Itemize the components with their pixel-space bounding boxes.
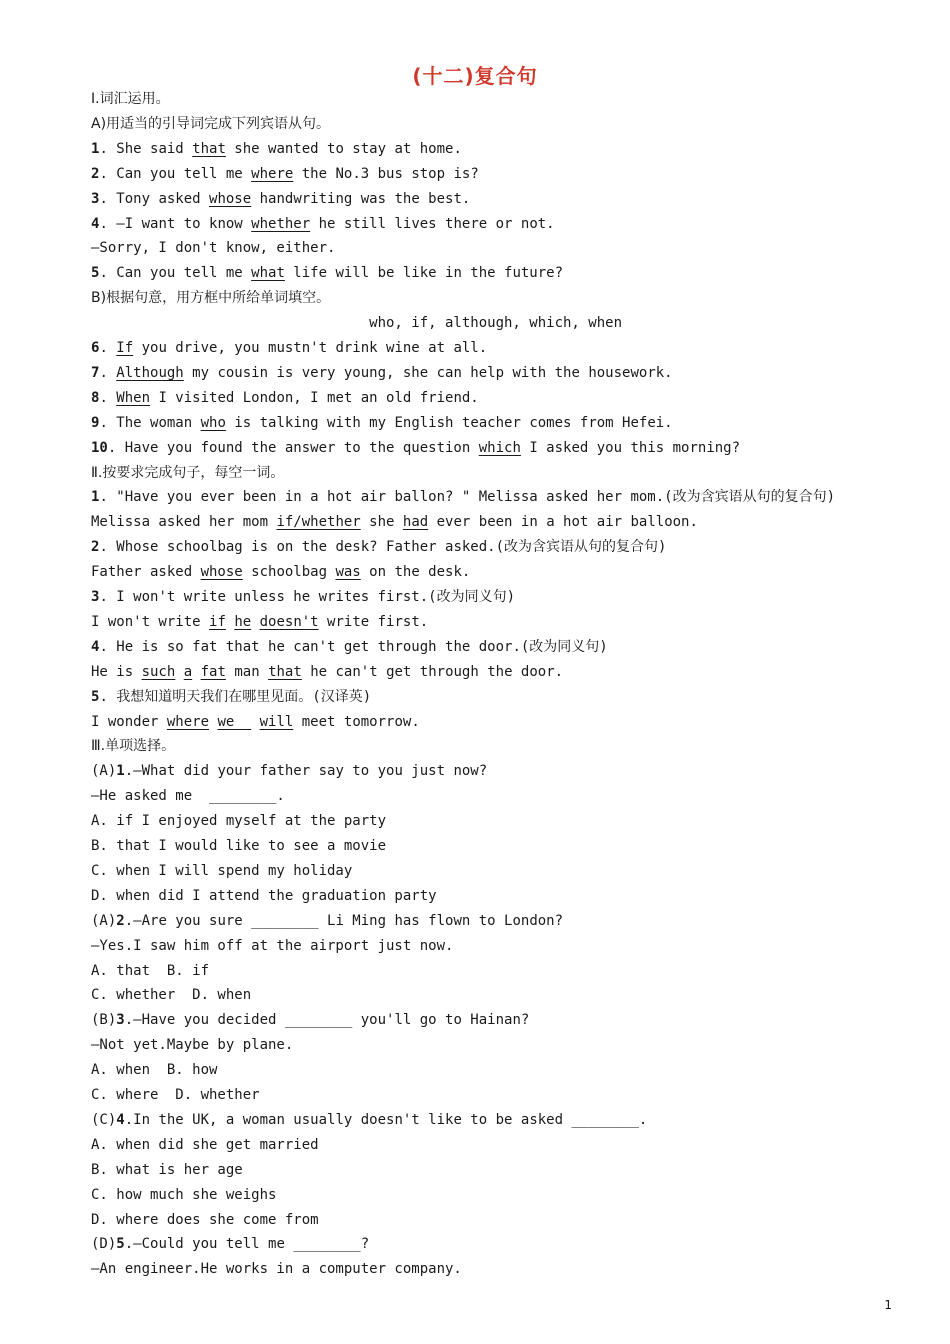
answer-blank: When: [116, 389, 151, 406]
text-line: [91, 686, 371, 708]
answer-blank: if: [209, 613, 226, 630]
text-line: [91, 935, 453, 957]
text-segment: the No.3 bus stop is?: [293, 165, 479, 182]
text-line: [91, 1109, 647, 1131]
item-number: 3: [116, 1012, 125, 1029]
text-segment: .: [99, 364, 117, 381]
text-segment: on the desk.: [360, 564, 471, 581]
answer-blank: where: [166, 713, 210, 730]
text-segment: Melissa asked her mom: [91, 514, 277, 531]
text-line: [91, 1258, 462, 1280]
text-segment: Father asked: [91, 564, 201, 581]
text-segment: I wonder: [91, 713, 167, 730]
answer-blank: he: [234, 613, 252, 630]
item-number: 4: [91, 638, 100, 655]
text-segment: —He asked me ________.: [91, 788, 285, 805]
text-segment: . She said: [99, 140, 193, 157]
text-segment: .—Are you sure ________ Li Ming has flown to London?: [124, 912, 564, 929]
text-line: [91, 735, 175, 757]
answer-blank: If: [116, 340, 134, 356]
text-segment: handwriting was the best.: [251, 190, 471, 207]
text-line: [91, 536, 666, 558]
text-segment: C. how much she weighs: [91, 1186, 277, 1203]
text-segment: . "Have you ever been in a hot air ballon? " Melissa asked her mom.(改为含宾语从句的复合句): [99, 489, 836, 506]
text-line: [91, 711, 420, 733]
text-line: [91, 88, 170, 110]
answer-blank: where: [251, 165, 294, 182]
answer-blank: will: [259, 713, 294, 730]
text-line: [91, 511, 698, 533]
text-line: [91, 213, 555, 235]
text-line: [91, 1009, 529, 1031]
answer-blank: that: [192, 140, 226, 157]
text-segment: D. where does she come from: [91, 1211, 319, 1228]
answer-blank: who: [200, 414, 226, 431]
item-number: 5: [116, 1236, 125, 1253]
text-segment: she: [360, 514, 403, 531]
item-number: 6: [91, 340, 100, 356]
text-segment: (D): [91, 1236, 117, 1253]
text-line: [91, 163, 479, 185]
text-segment: who, if, although, which, when: [91, 315, 623, 332]
text-segment: . Tony asked: [99, 190, 210, 207]
answer-blank: that: [268, 663, 302, 680]
text-segment: I visited London, I met an old friend.: [150, 389, 479, 406]
text-line: [91, 337, 487, 359]
text-line: [91, 362, 673, 384]
text-line: [91, 1059, 217, 1081]
text-line: [91, 960, 209, 982]
text-segment: . Can you tell me: [99, 265, 252, 282]
text-segment: . —I want to know: [99, 215, 252, 232]
text-segment: . 我想知道明天我们在哪里见面。(汉译英): [99, 688, 372, 705]
answer-blank: whose: [209, 190, 252, 207]
text-segment: —Sorry, I don't know, either.: [91, 240, 336, 257]
text-segment: meet tomorrow.: [293, 713, 420, 730]
text-line: [91, 1184, 276, 1206]
text-line: [91, 312, 622, 334]
text-line: [91, 1233, 369, 1255]
text-segment: B. that I would like to see a movie: [91, 838, 387, 854]
answer-blank: Although: [116, 364, 184, 381]
text-segment: He is: [91, 663, 142, 680]
item-number: 5: [91, 265, 100, 282]
text-segment: . He is so fat that he can't get through the door.(改为同义句): [99, 638, 608, 655]
text-line: [91, 760, 487, 782]
text-line: [91, 661, 563, 683]
item-number: 4: [91, 215, 100, 232]
text-segment: schoolbag: [242, 564, 336, 581]
text-segment: C. where D. whether: [91, 1087, 260, 1103]
item-number: 2: [116, 912, 125, 929]
answer-blank: whether: [251, 215, 311, 232]
item-number: 7: [91, 364, 100, 381]
text-line: [91, 462, 284, 484]
text-segment: [192, 664, 200, 680]
text-line: [91, 237, 335, 259]
text-segment: [175, 664, 183, 680]
text-segment: A. if I enjoyed myself at the party: [91, 813, 387, 830]
text-segment: I asked you this morning?: [520, 439, 741, 456]
text-line: [91, 1209, 319, 1231]
text-line: [91, 835, 386, 857]
text-segment: .—Have you decided ________ you'll go to Hainan?: [124, 1012, 530, 1029]
text-line: [91, 1134, 319, 1156]
item-number: 1: [91, 140, 100, 157]
answer-blank: such: [141, 663, 176, 680]
item-number: 2: [91, 539, 100, 556]
text-segment: .—Could you tell me ________?: [124, 1236, 370, 1253]
text-segment: D. when did I attend the graduation party: [91, 887, 437, 904]
text-line: [91, 1034, 293, 1056]
answer-blank: if/whether: [276, 514, 361, 531]
item-number: 4: [116, 1111, 125, 1128]
text-line: [91, 860, 352, 882]
text-segment: my cousin is very young, she can help with the housework.: [183, 364, 673, 381]
text-segment: write first.: [318, 613, 429, 630]
text-segment: Ⅰ.词汇运用。: [91, 91, 170, 107]
text-segment: ever been in a hot air balloon.: [428, 514, 698, 531]
text-segment: he can't get through the door.: [301, 663, 564, 680]
text-line: [91, 188, 470, 210]
text-line: [91, 885, 437, 907]
text-segment: she wanted to stay at home.: [225, 140, 462, 157]
text-segment: .: [99, 340, 117, 356]
text-segment: [251, 714, 259, 730]
text-segment: you drive, you mustn't drink wine at all.: [133, 340, 488, 356]
page-title: (十二)复合句: [412, 64, 538, 88]
text-segment: A. that B. if: [91, 962, 210, 979]
text-segment: I won't write: [91, 613, 210, 630]
text-segment: —Not yet.Maybe by plane.: [91, 1037, 294, 1054]
item-number: 1: [116, 763, 125, 780]
text-line: [91, 1159, 243, 1181]
text-segment: Ⅱ.按要求完成句子，每空一词。: [91, 464, 285, 481]
text-segment: . Whose schoolbag is on the desk? Father asked.(改为含宾语从句的复合句): [99, 539, 667, 556]
item-number: 10: [91, 439, 108, 456]
answer-blank: had: [402, 514, 429, 531]
text-segment: [251, 614, 259, 630]
text-line: [91, 412, 673, 434]
text-segment: B)根据句意，用方框中所给单词填空。: [91, 290, 331, 307]
item-number: 3: [91, 190, 100, 207]
text-segment: . The woman: [99, 414, 201, 431]
text-segment: life will be like in the future?: [284, 265, 564, 282]
text-line: [91, 611, 428, 633]
item-number: 8: [91, 389, 100, 406]
answer-blank: was: [335, 564, 361, 581]
text-segment: .—What did your father say to you just now?: [124, 763, 488, 780]
text-line: [91, 636, 608, 658]
text-line: [91, 437, 740, 459]
text-line: [91, 561, 470, 583]
text-segment: C. when I will spend my holiday: [91, 862, 353, 879]
text-line: [91, 984, 251, 1006]
text-segment: A. when B. how: [91, 1062, 218, 1079]
answer-blank: we: [217, 713, 252, 730]
text-line: [91, 486, 835, 508]
text-line: [91, 785, 285, 807]
item-number: 1: [91, 489, 100, 506]
text-segment: Ⅲ.单项选择。: [91, 738, 176, 755]
text-segment: —An engineer.He works in a computer company.: [91, 1261, 462, 1278]
text-segment: .: [99, 389, 117, 406]
text-line: [91, 387, 479, 409]
text-line: [91, 1084, 260, 1106]
text-segment: A)用适当的引导词完成下列宾语从句。: [91, 115, 331, 132]
text-segment: (A): [91, 912, 117, 929]
text-segment: (A): [91, 763, 117, 780]
text-segment: . Can you tell me: [99, 165, 252, 182]
item-number: 9: [91, 414, 100, 431]
answer-blank: whose: [200, 564, 243, 581]
text-line: [91, 113, 330, 135]
text-segment: A. when did she get married: [91, 1136, 319, 1153]
page-number: 1: [884, 1298, 892, 1312]
text-segment: B. what is her age: [91, 1161, 243, 1178]
text-line: [91, 810, 386, 832]
item-number: 2: [91, 165, 100, 182]
item-number: 5: [91, 688, 100, 705]
text-line: [91, 910, 563, 932]
text-segment: is talking with my English teacher comes from Hefei.: [225, 414, 673, 431]
text-segment: —Yes.I saw him off at the airport just now.: [91, 937, 454, 954]
answer-blank: doesn't: [259, 613, 319, 630]
text-line: [91, 262, 563, 284]
text-line: [91, 287, 330, 309]
text-line: [91, 586, 515, 608]
answer-blank: what: [251, 265, 285, 282]
text-line: [91, 138, 462, 160]
text-segment: man: [225, 663, 269, 680]
text-segment: .In the UK, a woman usually doesn't like to be asked ________.: [124, 1111, 648, 1128]
text-segment: he still lives there or not.: [310, 215, 555, 232]
text-segment: . Have you found the answer to the question: [107, 439, 479, 456]
answer-blank: which: [478, 439, 521, 456]
text-segment: (B): [91, 1012, 117, 1029]
text-segment: C. whether D. when: [91, 987, 252, 1004]
answer-blank: fat: [200, 663, 226, 680]
text-segment: . I won't write unless he writes first.(改为同义句): [99, 589, 516, 605]
item-number: 3: [91, 589, 100, 605]
text-segment: (C): [91, 1111, 117, 1128]
answer-blank: a: [183, 663, 193, 680]
